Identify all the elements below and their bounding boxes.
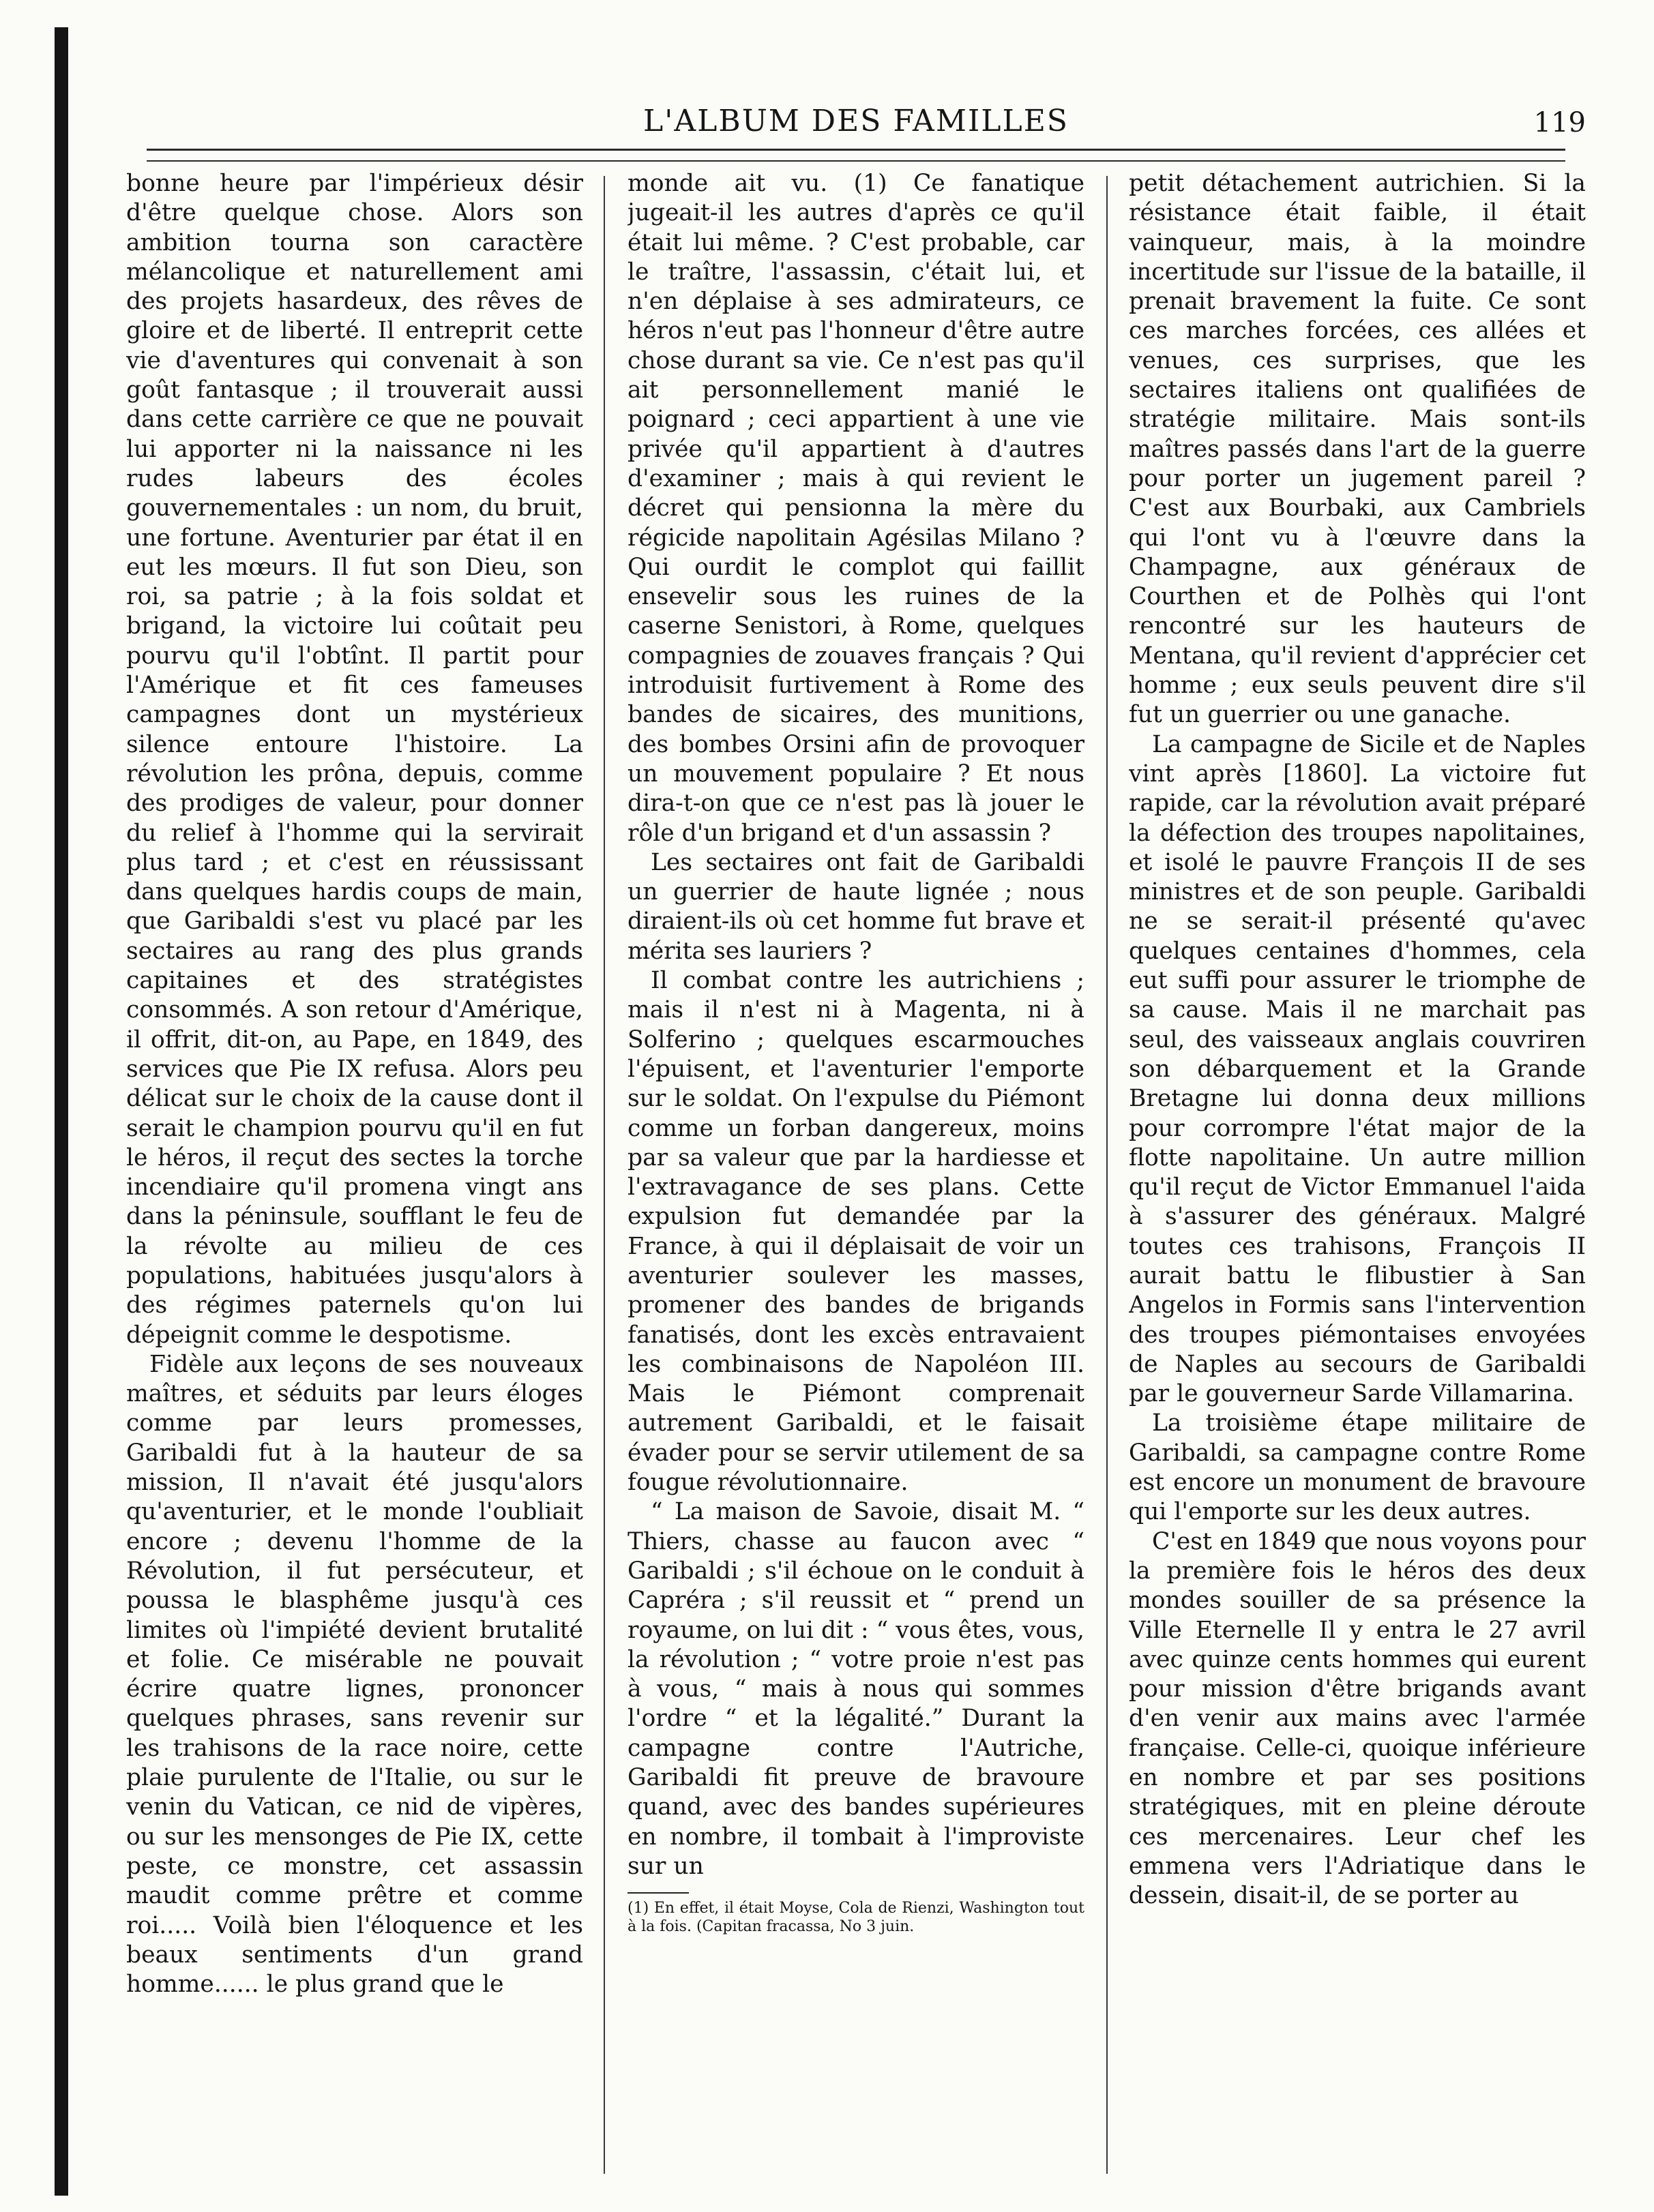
- running-title: L'ALBUM DES FAMILLES: [643, 104, 1069, 138]
- paragraph: “ La maison de Savoie, disait M. “ Thiers, chasse au faucon avec “ Garibaldi ; s'il échoue on le conduit à Capréra ; s'il reussit et “ prend un royaume, on lui dit : “ vous êtes, vous, la révolution ; “ votre proie n'est pas à vous, “ mais à nous qui sommes l'ordre “ et la légalité.” Durant la campagne contre l'Autriche, Garibaldi fit preuve de bravoure quand, avec des bandes supérieures en nombre, il tombait à l'improviste sur un: [627, 1498, 1084, 1880]
- paragraph: Il combat contre les autrichiens ; mais il n'est ni à Magenta, ni à Solferino ; quelques escarmouches l'épuisent, et l'aventurier l'emporte sur le soldat. On l'expulse du Piémont comme un forban dangereux, moins par sa valeur que par la hardiesse et l'extravagance de ses plans. Cette expulsion fut demandée par la France, à qui il déplaisait de voir un aventurier soulever les masses, promener des bandes de brigands fanatisés, dont les excès entravaient les combinaisons de Napoléon III. Mais le Piémont comprenait autrement Garibaldi, et le faisait évader pour se servir utilement de sa fougue révolutionnaire.: [627, 967, 1084, 1497]
- paragraph: petit détachement autrichien. Si la résistance était faible, il était vainqueur, mais, à la moindre incertitude sur l'issue de la bataille, il prenait bravement la fuite. Ce sont ces marches forcées, ces allées et venues, ces surprises, que les sectaires italiens ont qualifiées de stratégie militaire. Mais sont-ils maîtres passés dans l'art de la guerre pour porter un jugement pareil ? C'est aux Bourbaki, aux Cambriels qui l'ont vu à l'œuvre dans la Champagne, aux généraux de Courthen et de Polhès qui l'ont rencontré sur les hauteurs de Mentana, qu'il revient d'apprécier cet homme ; eux seuls peuvent dire s'il fut un guerrier ou une ganache.: [1129, 170, 1586, 729]
- column-3: [1129, 169, 1586, 2174]
- binding-edge: [55, 27, 68, 2196]
- paragraph: C'est en 1849 que nous voyons pour la première fois le héros des deux mondes souiller de sa présence la Ville Eternelle Il y entra le 27 avril avec quinze cents hommes qui eurent pour mission d'être brigands avant d'en venir aux mains avec l'armée française. Celle-ci, quoique inférieure en nombre et par ses positions stratégiques, mit en pleine déroute ces mercenaires. Leur chef les emmena vers l'Adriatique dans le dessein, disait-il, de se porter au: [1129, 1527, 1586, 1910]
- column-divider: [1106, 176, 1108, 2174]
- newspaper-page: [126, 101, 1586, 2174]
- paragraph: La troisième étape militaire de Garibaldi, sa campagne contre Rome est encore un monument de bravoure qui l'emporte sur les deux autres.: [1129, 1409, 1586, 1526]
- column-1: [126, 169, 583, 2174]
- page-header: [126, 101, 1586, 147]
- column-divider: [604, 176, 605, 2174]
- page-number: 119: [1533, 107, 1586, 138]
- header-rule: [147, 149, 1565, 162]
- footnote-rule: [627, 1892, 689, 1894]
- text-columns: [126, 169, 1586, 2174]
- paragraph: Les sectaires ont fait de Garibaldi un guerrier de haute lignée ; nous diraient-ils où cet homme fut brave et mérita ses lauriers ?: [627, 848, 1084, 965]
- paragraph: monde ait vu. (1) Ce fanatique jugeait-il les autres d'après ce qu'il était lui même. ? C'est probable, car le traître, l'assassin, c'était lui, et n'en déplaise à ses admirateurs, ce héros n'eut pas l'honneur d'être autre chose durant sa vie. Ce n'est pas qu'il ait personnellement manié le poignard ; ceci appartient à une vie privée qu'il appartient à d'autres d'examiner ; mais à qui revient le décret qui pensionna la mère du régicide napolitain Agésilas Milano ? Qui ourdit le complot qui faillit ensevelir sous les ruines de la caserne Senistori, à Rome, quelques compagnies de zouaves français ? Qui introduisit furtivement à Rome des bandes de sicaires, des munitions, des bombes Orsini afin de provoquer un mouvement populaire ? Et nous dira-t-on que ce n'est pas là jouer le rôle d'un brigand et d'un assassin ?: [627, 170, 1084, 847]
- column-2: [627, 169, 1084, 2174]
- paragraph: bonne heure par l'impérieux désir d'être quelque chose. Alors son ambition tourna son caractère mélancolique et naturellement ami des projets hasardeux, des rêves de gloire et de liberté. Il entreprit cette vie d'aventures qui convenait à son goût fantasque ; il trouverait aussi dans cette carrière ce que ne pouvait lui apporter ni la naissance ni les rudes labeurs des écoles gouvernementales : un nom, du bruit, une fortune. Aventurier par état il en eut les mœurs. Il fut son Dieu, son roi, sa patrie ; à la fois soldat et brigand, la victoire lui coûtait peu pourvu qu'il l'obtînt. Il partit pour l'Amérique et fit ces fameuses campagnes dont un mystérieux silence entoure l'histoire. La révolution les prôna, depuis, comme des prodiges de valeur, pour donner du relief à l'homme qui la servirait plus tard ; et c'est en réussissant dans quelques hardis coups de main, que Garibaldi s'est vu placé par les sectaires au rang des plus grands capitaines et des stratégistes consommés. A son retour d'Amérique, il offrit, dit-on, au Pape, en 1849, des services que Pie IX refusa. Alors peu délicat sur le choix de la cause dont il serait le champion pourvu qu'il en fut le héros, il reçut des sectes la torche incendiaire qu'il promena vingt ans dans la péninsule, soufflant le feu de la révolte au milieu de ces populations, habituées jusqu'alors à des régimes paternels qu'on lui dépeignit comme le despotisme.: [126, 170, 583, 1349]
- footnote: (1) En effet, il était Moyse, Cola de Rienzi, Washington tout à la fois. (Capitan fracassa, No 3 juin.: [627, 1900, 1084, 1936]
- paragraph: La campagne de Sicile et de Naples vint après [1860]. La victoire fut rapide, car la révolution avait préparé la défection des troupes napolitaines, et isolé le pauvre François II de ses ministres et de son peuple. Garibaldi ne se serait-il présenté qu'avec quelques centaines d'hommes, cela eut suffi pour assurer le triomphe de sa cause. Mais il ne marchait pas seul, des vaisseaux anglais couvriren son débarquement et la Grande Bretagne lui donna deux millions pour corrompre l'état major de la flotte napolitaine. Un autre million qu'il reçut de Victor Emmanuel l'aida à s'assurer des généraux. Malgré toutes ces trahisons, François II aurait battu le flibustier à San Angelos in Formis sans l'intervention des troupes piémontaises envoyées de Naples au secours de Garibaldi par le gouverneur Sarde Villamarina.: [1129, 730, 1586, 1408]
- paragraph: Fidèle aux leçons de ses nouveaux maîtres, et séduits par leurs éloges comme par leurs promesses, Garibaldi fut à la hauteur de sa mission, Il n'avait été jusqu'alors qu'aventurier, et le monde l'oubliait encore ; devenu l'homme de la Révolution, il fut persécuteur, et poussa le blasphême jusqu'à ces limites où l'impiété devient brutalité et folie. Ce misérable ne pouvait écrire quatre lignes, prononcer quelques phrases, sans revenir sur les trahisons de la race noire, cette plaie purulente de l'Italie, ou sur le venin du Vatican, ce nid de vipères, ou sur les mensonges de Pie IX, cette peste, ce monstre, cet assassin maudit comme prêtre et comme roi..... Voilà bien l'éloquence et les beaux sentiments d'un grand homme...... le plus grand que le: [126, 1350, 583, 1999]
